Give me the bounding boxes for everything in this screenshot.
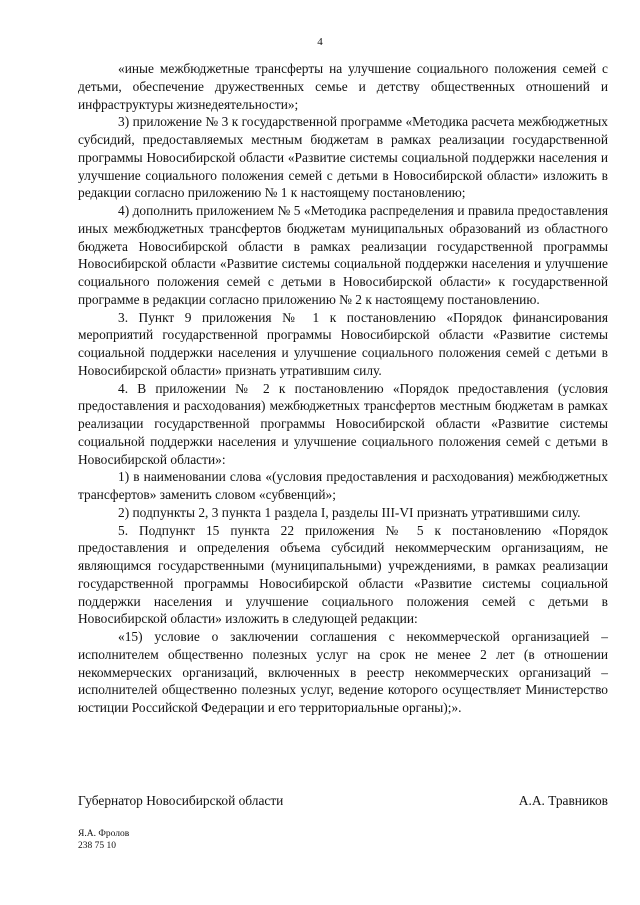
executor-info (78, 828, 129, 852)
signatory-title: Губернатор Новосибирской области (78, 793, 284, 808)
executor-phone: 238 75 10 (78, 841, 116, 851)
paragraph: «15) условие о заключении соглашения с некоммерческой организацией – исполнителем общественно полезных услуг на срок не менее 2 лет (в отношении некоммерческих организаций, включенных в реестр некоммерческих организаций – исполнителей общественно полезных услуг, ведение которого осуществляет Министерство юстиции Российской Федерации и его территориальные органы);». (78, 629, 608, 715)
page-number: 4 (317, 36, 323, 48)
paragraph: 3) приложение № 3 к государственной программе «Методика расчета межбюджетных субсидий, предоставляемых местным бюджетам в рамках реализации государственной программы Новосибирской области «Развитие системы социальной поддержки населения и улучшение социального положения семей с детьми в Новосибирской области» изложить в редакции согласно приложению № 1 к настоящему постановлению; (78, 114, 608, 201)
paragraph: «иные межбюджетные трансферты на улучшение социального положения семей с детьми, обеспечение дружественных семье и детству общественных отношений и инфраструктуры жизнедеятельности»; (78, 61, 608, 112)
signatory-name: А.А. Травников (518, 793, 608, 808)
executor-name: Я.А. Фролов (78, 829, 130, 839)
paragraph: 3. Пункт 9 приложения № 1 к постановлению «Порядок финансирования мероприятий государственной программы Новосибирской области «Развитие системы социальной поддержки населения и улучшение социального положения семей с детьми в Новосибирской области» признать утратившим силу. (78, 309, 608, 378)
paragraph: 2) подпункты 2, 3 пункта 1 раздела I, разделы III-VI признать утратившими силу. (118, 504, 581, 520)
paragraph: 4. В приложении № 2 к постановлению «Порядок предоставления (условия предоставления и расходования) межбюджетных трансфертов местным бюджетам в рамках реализации государственной программы Новосибирской области «Развитие системы социальной поддержки населения и улучшение социального положения семей с детьми в Новосибирской области»: (78, 380, 608, 467)
paragraph: 1) в наименовании слова «(условия предоставления и расходования) межбюджетных трансфертов» заменить словом «субвенций»; (78, 469, 608, 502)
paragraph: 4) дополнить приложением № 5 «Методика распределения и правила предоставления иных межбюджетных трансфертов бюджетам муниципальных образований из областного бюджета Новосибирской области в рамках реализации государственной программы Новосибирской области «Развитие системы социальной поддержки населения и улучшение социального положения семей с детьми в Новосибирской области» к государственной программе в редакции согласно приложению № 2 к настоящему постановлению. (78, 203, 608, 307)
document-body (78, 60, 608, 717)
paragraph: 5. Подпункт 15 пункта 22 приложения № 5 к постановлению «Порядок предоставления и определения объема субсидий некоммерческим организациям, не являющимся государственными (муниципальными) учреждениями, в рамках реализации государственной программы Новосибирской области «Развитие системы социальной поддержки населения и улучшение социального положения семей с детьми в Новосибирской области» изложить в следующей редакции: (78, 522, 608, 627)
